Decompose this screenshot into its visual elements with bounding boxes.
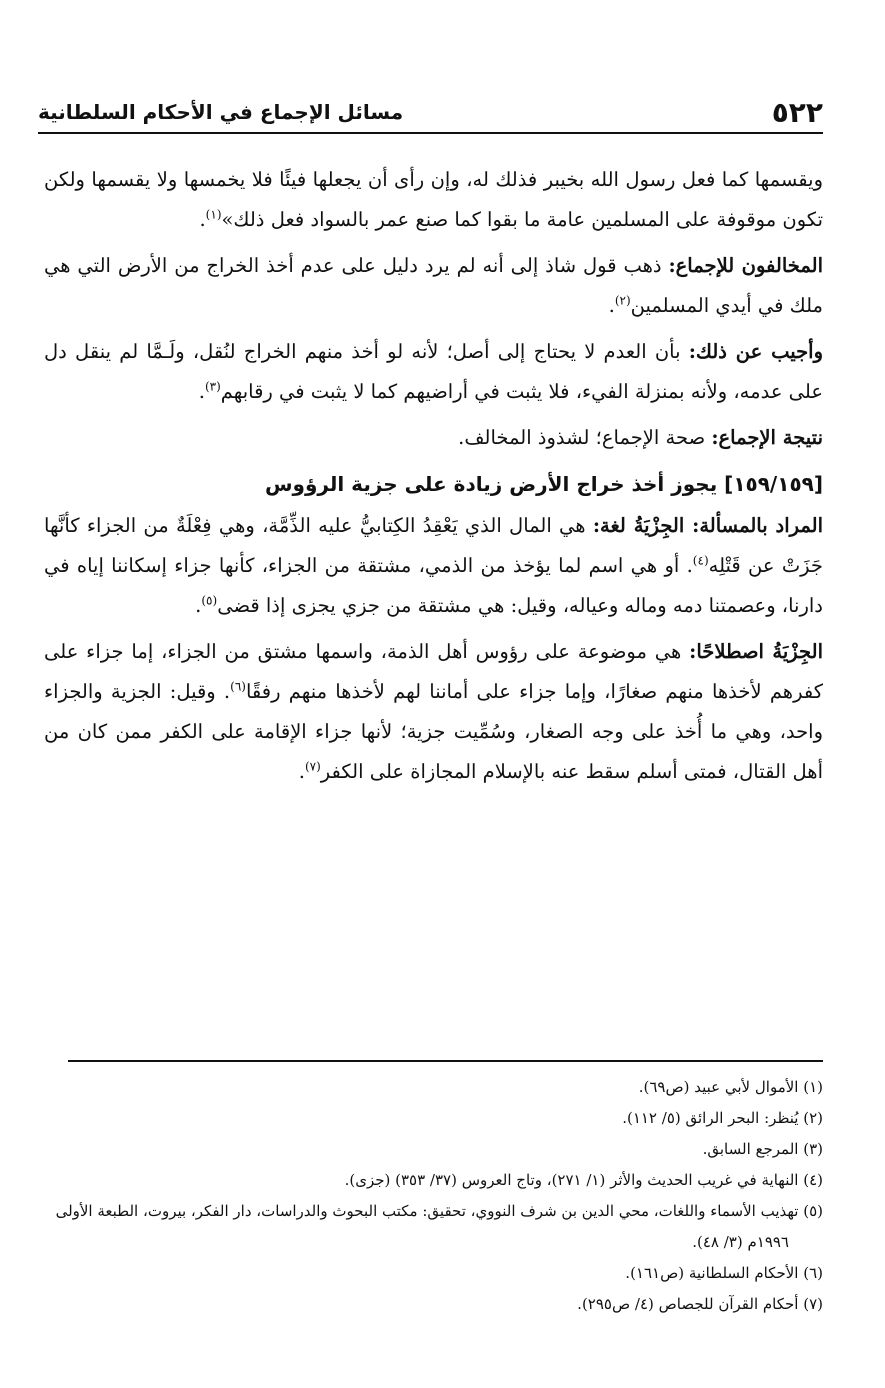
paragraph-definition-lexical [44, 506, 823, 626]
footnote-ref: (٧) [304, 759, 321, 774]
footnote-ref: (٦) [230, 679, 246, 694]
paragraph-label: المخالفون للإجماع: [668, 254, 823, 277]
footnote-item: (٣) المرجع السابق. [702, 1140, 823, 1158]
paragraph-end: . [198, 380, 205, 403]
paragraph-definition-technical [44, 632, 823, 792]
footnote-item: (٢) يُنظر: البحر الرائق (٥/ ١١٢). [622, 1109, 823, 1127]
running-title: مسائل الإجماع في الأحكام السلطانية [38, 100, 404, 124]
paragraph-quote [44, 160, 823, 240]
footnote-item: (٥) تهذيب الأسماء واللغات، محي الدين بن شرف النووي، تحقيق: مكتب البحوث والدراسات، دار الفكر، بيروت، الطبعة الأولى ١٩٩٦م (٣/ ٤٨). [55, 1202, 823, 1251]
paragraph-response [44, 332, 823, 412]
footnote-item: (٤) النهاية في غريب الحديث والأثر (١/ ٢٧١)، وتاج العروس (٣٧/ ٣٥٣) (جزى). [344, 1171, 823, 1189]
paragraph-text: هي موضوعة على رؤوس أهل الذمة، واسمها مشتق من الجزاء، إما جزاء على كفرهم لأخذها منهم صغارًا، وإما جزاء على أماننا لهم لأخذها منهم رفقًا [44, 640, 823, 703]
footnote-ref: (٢) [614, 293, 631, 308]
paragraph-opponents [44, 246, 823, 326]
footnote-item: (٧) أحكام القرآن للجصاص (٤/ ص٢٩٥). [577, 1295, 823, 1313]
paragraph-label: نتيجة الإجماع: [711, 426, 823, 449]
main-text [44, 160, 823, 798]
paragraph-label: المراد بالمسألة: الجِزْيَةُ لغة: [592, 514, 824, 537]
paragraph-end: . [608, 294, 615, 317]
footnote-ref: (٥) [201, 593, 218, 608]
paragraph-text: . أو هي اسم لما يؤخذ من الذمي، مشتقة من الجزاء، كأنها جزاء إسكاننا إياه في دارنا، وعصمتنا دمه وماله وعياله، وقيل: هي مشتقة من جزي يجزى إذا قضى [44, 554, 823, 617]
paragraph-end: . [298, 760, 305, 783]
page-header [38, 92, 823, 134]
paragraph-end: . [195, 594, 202, 617]
paragraph-text: بأن العدم لا يحتاج إلى أصل؛ لأنه لو أخذ منهم الخراج لنُقل، ولَـمَّا لم ينقل دل على عدمه، ولأنه بمنزلة الفيء، فلا يثبت في أراضيهم كما لا يثبت في رقابهم [44, 340, 823, 403]
paragraph-result [44, 418, 823, 458]
paragraph-label: الجِزْيَةُ اصطلاحًا: [689, 640, 823, 663]
footnote-ref: (٣) [204, 379, 221, 394]
paragraph-text: هي المال الذي يَعْقِدُ الكِتابيُّ عليه الذِّمَّة، وهي فِعْلَةٌ من الجزاء كأنَّها جَزَتْ عن قَتْلِه [44, 514, 823, 577]
footnote-item: (١) الأموال لأبي عبيد (ص٦٩). [638, 1078, 823, 1096]
page-number: ٥٢٢ [771, 95, 823, 129]
paragraph-text: ذهب قول شاذ إلى أنه لم يرد دليل على عدم أخذ الخراج من الأرض التي هي ملك في أيدي المسلمين [44, 254, 823, 317]
footnotes-list [44, 1072, 823, 1320]
footnote-item: (٦) الأحكام السلطانية (ص١٦١). [625, 1264, 823, 1282]
paragraph-text: ويقسمها كما فعل رسول الله بخيبر فذلك له، وإن رأى أن يجعلها فيئًا فلا يخمسها ولا يقسمها ولكن تكون موقوفة على المسلمين عامة ما بقوا كما صنع عمر بالسواد فعل ذلك» [44, 168, 823, 231]
paragraph-end: . [199, 208, 206, 231]
footnote-ref: (١) [205, 207, 222, 222]
paragraph-text: صحة الإجماع؛ لشذوذ المخالف. [458, 426, 712, 449]
footnote-ref: (٤) [692, 553, 709, 568]
paragraph-label: وأجيب عن ذلك: [688, 340, 823, 363]
section-heading: [١٥٩/١٥٩] يجوز أخذ خراج الأرض زيادة على جزية الرؤوس [264, 472, 823, 496]
paragraph-text: . وقيل: الجزية والجزاء واحد، وهي ما أُخذ على وجه الصغار، وسُمِّيت جزية؛ لأنها جزاء الإقامة على الكفر ممن كان من أهل القتال، فمتى أسلم سقط عنه بالإسلام المجازاة على الكفر [44, 680, 823, 783]
footnote-divider [68, 1060, 823, 1062]
